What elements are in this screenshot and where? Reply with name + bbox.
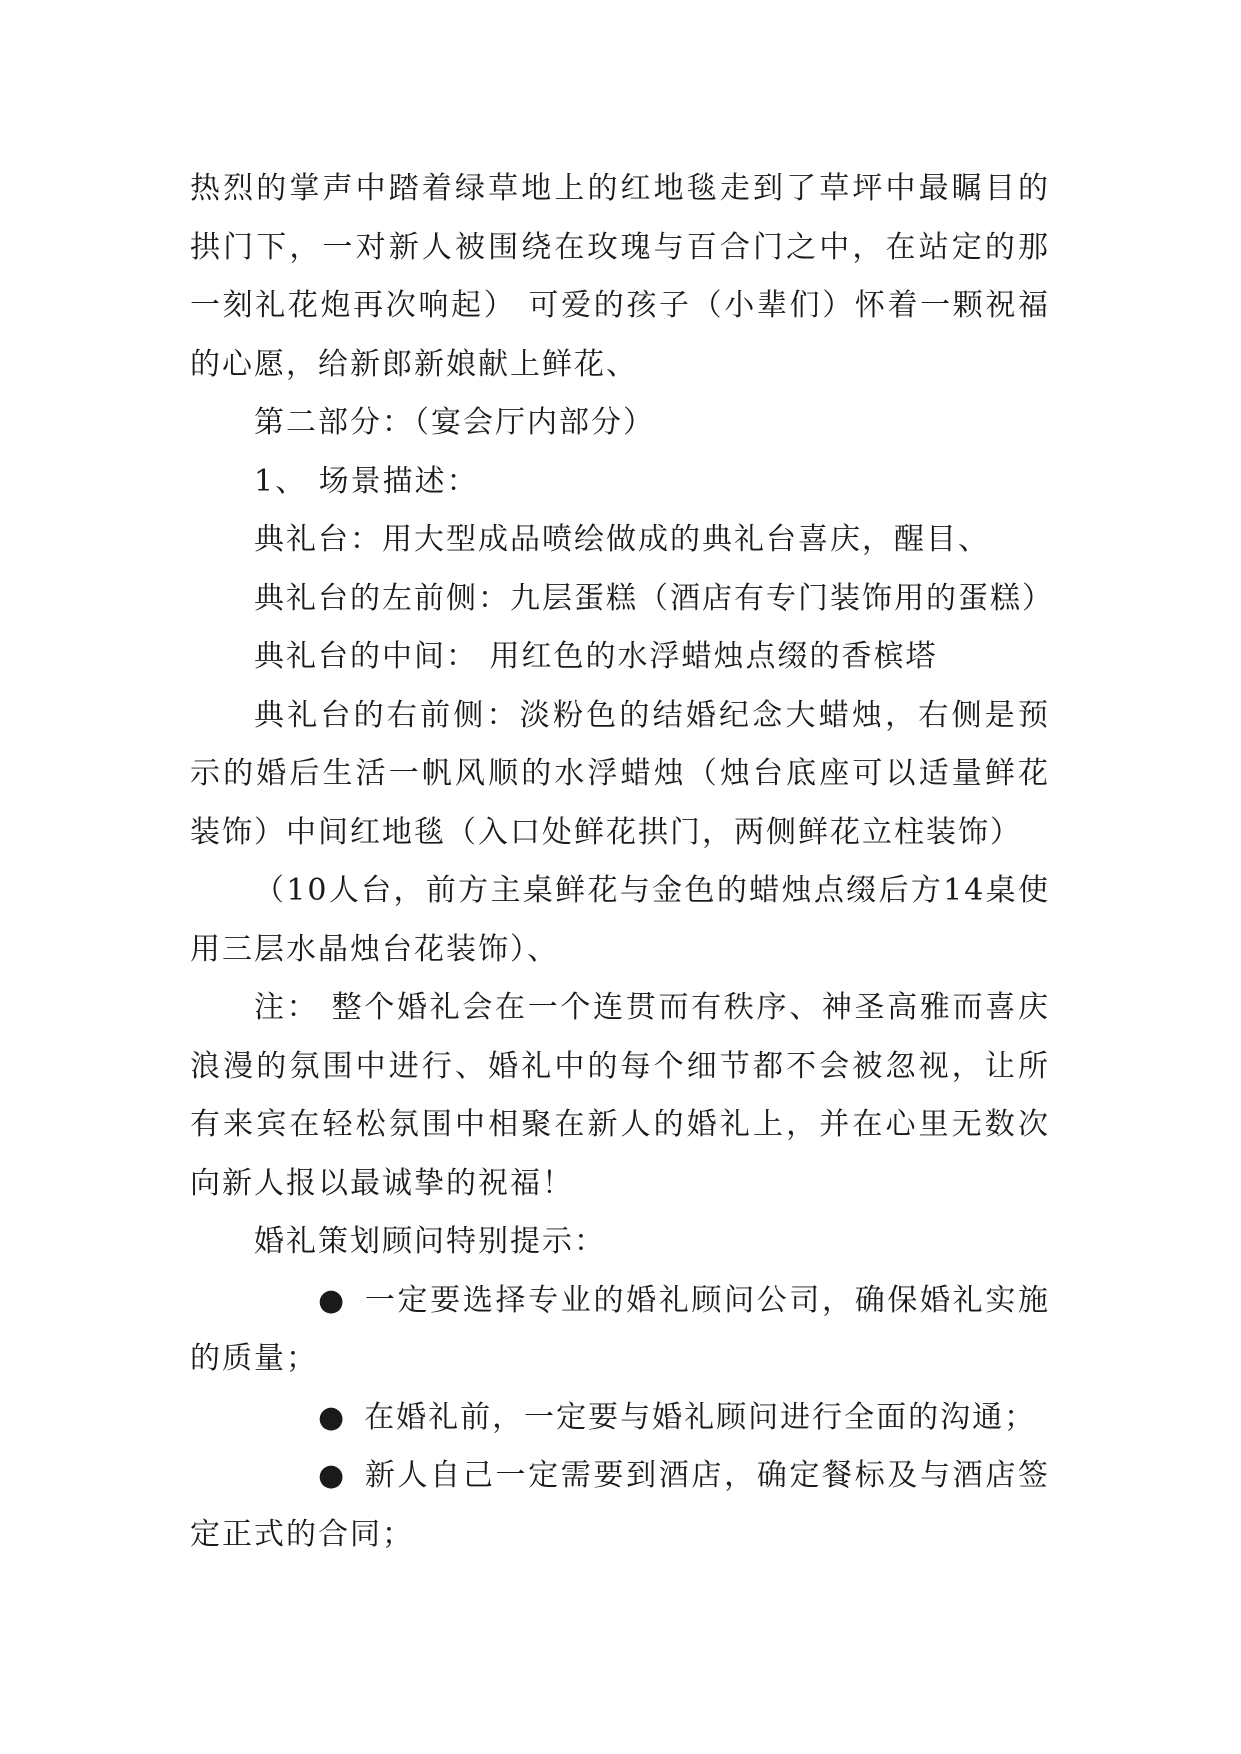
paragraph-stage-right-front: 典礼台的右前侧：淡粉色的结婚纪念大蜡烛，右侧是预示的婚后生活一帆风顺的水浮蜡烛（烛台底座可以适量鲜花装饰）中间红地毯（入口处鲜花拱门，两侧鲜花立柱装饰） bbox=[190, 697, 1050, 850]
tip-text: 一定要选择专业的婚礼顾问公司，确保婚礼实施的质量； bbox=[190, 1282, 1050, 1376]
paragraph-stage-middle: 典礼台的中间： 用红色的水浮蜡烛点缀的香槟塔 bbox=[254, 639, 938, 674]
tip-text: 在婚礼前，一定要与婚礼顾问进行全面的沟通； bbox=[364, 1399, 1037, 1435]
tips-heading: 婚礼策划顾问特别提示： bbox=[254, 1224, 606, 1259]
bullet-icon: ● bbox=[318, 1458, 347, 1493]
paragraph-table-setup: （10人台，前方主桌鲜花与金色的蜡烛点缀后方14桌使用三层水晶烛台花装饰）、 bbox=[190, 873, 1050, 967]
paragraph-ceremony-stage: 典礼台：用大型成品喷绘做成的典礼台喜庆，醒目、 bbox=[254, 522, 990, 557]
subheading-scene-description: 1、 场景描述： bbox=[254, 463, 479, 499]
bullet-icon: ● bbox=[318, 1282, 347, 1318]
tip-text: 新人自己一定需要到酒店，确定餐标及与酒店签定正式的合同； bbox=[190, 1458, 1050, 1552]
paragraph-note: 注： 整个婚礼会在一个连贯而有秩序、神圣高雅而喜庆浪漫的氛围中进行、婚礼中的每个细节都不会被忽视，让所有来宾在轻松氛围中相聚在新人的婚礼上，并在心里无数次向新人报以最诚挚的祝福！ bbox=[190, 990, 1050, 1201]
paragraph-intro-continuation: 热烈的掌声中踏着绿草地上的红地毯走到了草坪中最瞩目的拱门下，一对新人被围绕在玫瑰与百合门之中，在站定的那一刻礼花炮再次响起） 可爱的孩子（小辈们）怀着一颗祝福的心愿，给新郎新娘献上鲜花、 bbox=[190, 171, 1050, 382]
paragraph-stage-left-front: 典礼台的左前侧：九层蛋糕（酒店有专门装饰用的蛋糕） bbox=[254, 580, 1054, 616]
document-page bbox=[190, 160, 1054, 1564]
tip-item bbox=[190, 1389, 1050, 1448]
section-heading-part-two: 第二部分：（宴会厅内部分） bbox=[254, 405, 655, 440]
bullet-icon: ● bbox=[318, 1399, 347, 1435]
tip-item bbox=[190, 1272, 1050, 1389]
tip-item bbox=[190, 1447, 1050, 1564]
